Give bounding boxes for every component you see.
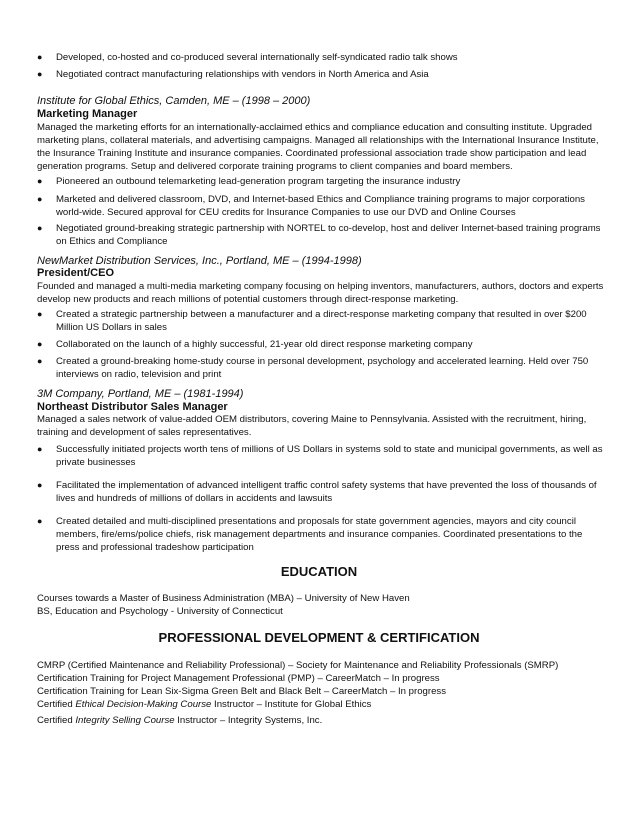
bullet-text: Developed, co-hosted and co-produced several internationally self-syndicated radio talk shows [56,52,458,63]
bullet-dot-icon: ● [37,223,43,233]
bullet-dot-icon: ● [37,444,43,454]
certification-line: Certification Training for Lean Six-Sigma Green Belt and Black Belt – CareerMatch – In progress [37,686,446,697]
bullet-dot-icon: ● [37,339,43,349]
job-title: Marketing Manager [37,108,138,120]
job-title: President/CEO [37,267,115,279]
bullet-text: Collaborated on the launch of a highly successful, 21-year old direct response marketing company [56,339,473,350]
professional-heading: PROFESSIONAL DEVELOPMENT & CERTIFICATION [158,630,480,645]
bullet-text: Created detailed and multi-disciplined presentations and proposals for state government agencies, mayors and city council members, fire/ems/police chiefs, risk management departments and insurance companies. Coordinated presentations to the press and professional tradeshow participation [56,516,583,553]
job-summary: Managed the marketing efforts for an internationally-acclaimed ethics and compliance education and consulting institute. Upgraded marketing plans, collateral materials, and advertising campaigns. Managed all relationships with the International Insurance Institute, the Insurance Training Institute and insurance companies. Coordinated professional association trade show participation and lead generation programs. Setup and delivered corporate training programs to client companies and board members. [37,122,599,172]
bullet-item [0,51,638,64]
certification-line [0,714,356,727]
bullet-dot-icon: ● [37,194,43,204]
certification-line: CMRP (Certified Maintenance and Reliability Professional) – Society for Maintenance and Reliability Professionals (SMRP) [37,660,559,671]
education-line: BS, Education and Psychology - University of Connecticut [37,606,283,617]
bullet-item [0,338,638,351]
bullet-text: Negotiated ground-breaking strategic partnership with NORTEL to co-develop, host and deliver Internet-based training programs on Ethics and Compliance [56,223,601,247]
education-heading: EDUCATION [280,564,358,579]
bullet-text: Negotiated contract manufacturing relationships with vendors in North America and Asia [56,69,429,80]
bullet-item [0,479,638,505]
bullet-dot-icon: ● [37,309,43,319]
bullet-text: Successfully initiated projects worth tens of millions of US Dollars in systems sold to state and municipal governments, as well as private businesses [56,444,603,468]
certification-prefix: Certified [37,715,76,726]
job-org-line: NewMarket Distribution Services, Inc., Portland, ME – (1994-1998) [37,255,362,267]
bullet-text: Pioneered an outbound telemarketing lead-generation program targeting the insurance industry [56,176,461,187]
certification-suffix: Instructor – Institute for Global Ethics [211,699,372,710]
bullet-dot-icon: ● [37,69,43,79]
course-name: Ethical Decision-Making Course [75,699,212,710]
certification-prefix: Certified [37,699,76,710]
certification-line: Certification Training for Project Management Professional (PMP) – CareerMatch – In progress [37,673,440,684]
certification-suffix: Instructor – Integrity Systems, Inc. [174,715,323,726]
bullet-item [0,515,638,554]
bullet-item [0,68,638,81]
bullet-item [0,443,638,469]
bullet-dot-icon: ● [37,52,43,62]
job-title: Northeast Distributor Sales Manager [37,401,228,413]
job-org-line: 3M Company, Portland, ME – (1981-1994) [37,388,244,400]
bullet-item [0,355,638,381]
job-summary: Founded and managed a multi-media marketing company focusing on helping inventors, manufacturers, authors, doctors and experts develop new products and reach millions of potential customers through direct-response marketing. [37,281,604,305]
bullet-item [0,222,638,248]
bullet-text: Created a ground-breaking home-study course in personal development, psychology and accelerated learning. Held over 750 interviews on radio, television and print [56,356,589,380]
bullet-dot-icon: ● [37,356,43,366]
education-line: Courses towards a Master of Business Administration (MBA) – University of New Haven [37,593,410,604]
bullet-dot-icon: ● [37,480,43,490]
bullet-item [0,175,638,188]
bullet-text: Facilitated the implementation of advanced intelligent traffic control safety systems that have prevented the loss of thousands of lives and hundreds of millions of dollars in accidents and lawsuits [56,480,597,504]
job-org-line: Institute for Global Ethics, Camden, ME – (1998 – 2000) [37,95,311,107]
bullet-text: Marketed and delivered classroom, DVD, and Internet-based Ethics and Compliance training programs to major corporations world-wide. Secured approval for CEU credits for Insurance Companies to use our DVD and Online Courses [56,194,585,218]
bullet-dot-icon: ● [37,176,43,186]
bullet-item [0,308,638,334]
bullet-dot-icon: ● [37,516,43,526]
certification-line [0,698,405,711]
bullet-item [0,193,638,219]
job-summary: Managed a sales network of value-added OEM distributors, covering Maine to Pennsylvania. Assisted with the recruitment, hiring, training and development of sales representatives. [37,414,587,438]
course-name: Integrity Selling Course [75,715,175,726]
bullet-text: Created a strategic partnership between a manufacturer and a direct-response marketing company that resulted in over $200 Million US Dollars in sales [56,309,587,333]
